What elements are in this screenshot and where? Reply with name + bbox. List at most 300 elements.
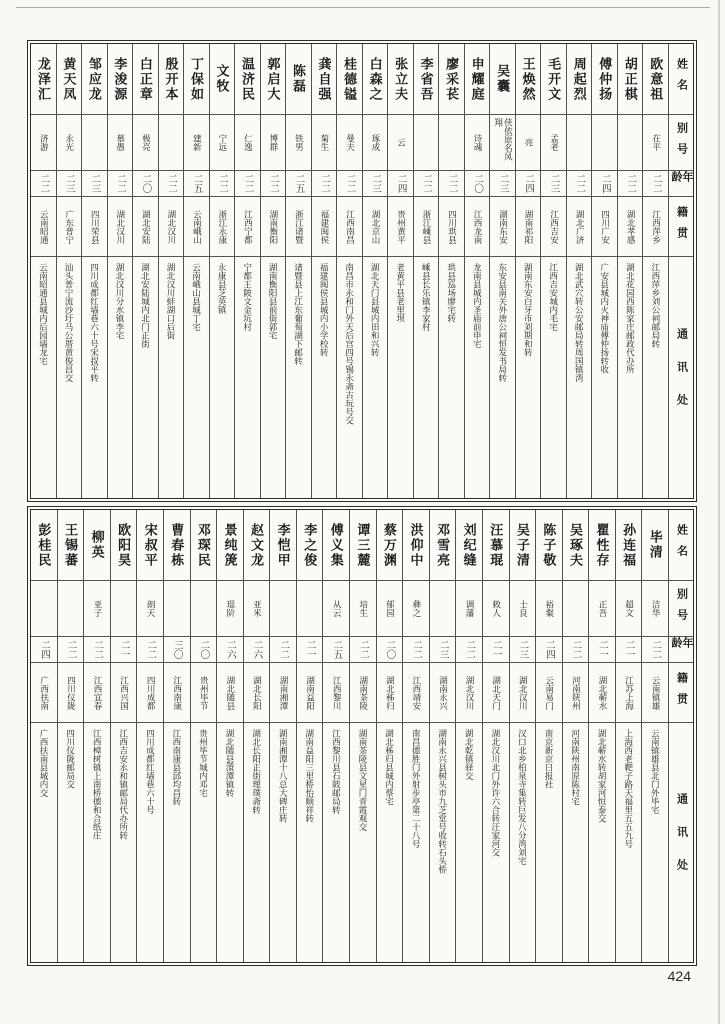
entry-origin-cell (490, 196, 515, 256)
entry-column (592, 44, 618, 498)
entry-name-cell (111, 510, 137, 580)
entry-address: 河南陕州南原陈村宅 (570, 729, 581, 806)
entry-age: 二二 (65, 640, 76, 659)
entry-address: 云南峨山县城丁宅 (191, 263, 202, 331)
entry-name: 欧阳昊 (116, 522, 132, 568)
entry-age-cell (164, 636, 190, 662)
entry-address-cell (31, 722, 57, 962)
row-header-column (669, 510, 693, 962)
entry-alias: 士良 (518, 600, 529, 617)
entry-column (456, 510, 483, 962)
entry-origin: 湖南湘潭 (279, 675, 289, 710)
entry-alias-cell (244, 580, 270, 636)
entry-age: 二二 (114, 174, 125, 193)
entry-address: 湖南益阳三里桥怡顺祥转 (304, 729, 315, 823)
entry-address: 四川成都红墙巷六十号 (145, 729, 156, 814)
entry-age-cell (82, 170, 107, 196)
entry-alias: 永光 (64, 134, 75, 151)
entry-address: 湖北蕲水转胡家河恒泰交 (597, 729, 608, 823)
entry-column (363, 44, 389, 498)
entry-column (377, 510, 404, 962)
entry-age: 二二 (268, 174, 278, 193)
entry-name: 毕清 (647, 530, 663, 560)
entry-alias-cell (563, 580, 589, 636)
entry-name: 陈子敬 (541, 522, 557, 568)
entry-column (403, 510, 430, 962)
entry-address-cell (164, 722, 190, 962)
entry-origin-cell (483, 662, 509, 722)
entry-age: 二一 (623, 640, 634, 659)
entry-alias-cell (286, 114, 311, 170)
entry-name-cell (516, 44, 541, 114)
entry-address: 龙南县城内圣庙前申宅 (472, 263, 483, 348)
entry-age-cell (57, 170, 82, 196)
entry-origin: 四川仪陇 (66, 675, 77, 710)
entry-alias: 调藩 (465, 600, 476, 617)
entry-address: 江西萍乡刘公祠邮局转 (650, 263, 661, 348)
entry-origin-cell (589, 662, 615, 722)
entry-age-cell (490, 170, 515, 196)
entry-age-cell (58, 636, 84, 662)
entry-origin-cell (541, 196, 566, 256)
entry-origin-cell (57, 196, 82, 256)
entry-alias: 博群 (268, 134, 279, 151)
entry-age: 二三 (89, 174, 100, 193)
entry-origin-cell (616, 662, 642, 722)
entry-column (414, 44, 440, 498)
entry-origin: 湖南祁阳 (524, 209, 535, 244)
entry-alias: 朗天 (146, 600, 157, 617)
entry-age: 二三 (370, 174, 381, 193)
entry-age: 二二 (242, 174, 253, 193)
entry-name: 桂德镒 (342, 56, 358, 102)
entry-address-cell (191, 722, 217, 962)
entry-origin-cell (31, 196, 56, 256)
entry-column (510, 510, 537, 962)
entry-origin-cell (642, 662, 668, 722)
entry-alias-cell (184, 114, 209, 170)
entry-name-cell (465, 44, 490, 114)
entry-name: 赵文龙 (249, 522, 265, 568)
row-header-label: 籍贯 (675, 205, 688, 248)
entry-origin: 云南昭通 (39, 209, 50, 244)
entry-alias: 郁园 (385, 600, 396, 617)
entry-alias-cell (108, 114, 133, 170)
entry-age: 二二 (574, 174, 585, 193)
entry-alias-cell (516, 114, 541, 170)
entry-alias: 裕粲 (544, 600, 555, 617)
entry-alias: 建新 (192, 134, 203, 151)
entry-age: 二一 (490, 640, 501, 659)
entry-address-cell (439, 256, 464, 498)
entry-alias: 培生 (358, 600, 369, 617)
entry-alias-cell (337, 114, 362, 170)
row-header-cell (669, 170, 693, 196)
row-header-label: 籍贯 (675, 671, 688, 714)
entry-origin-cell (563, 662, 589, 722)
entry-origin-cell (439, 196, 464, 256)
entry-origin-cell (323, 662, 349, 722)
entry-column (261, 44, 287, 498)
entry-address-cell (159, 256, 184, 498)
entry-address-cell (456, 722, 482, 962)
entry-address-cell (261, 256, 286, 498)
entry-name: 吴子清 (514, 522, 530, 568)
entry-name: 白正章 (137, 56, 153, 102)
entry-address: 四川仪陇邮局交 (65, 729, 76, 789)
entry-age: 二二 (216, 174, 227, 193)
entry-address: 江西吉安永和镇邮局代办所转 (118, 729, 129, 840)
entry-age-cell (270, 636, 296, 662)
entry-age: 二二 (344, 174, 355, 193)
entry-address-cell (31, 256, 56, 498)
entry-name-cell (235, 44, 260, 114)
entry-column (616, 510, 643, 962)
entry-name: 吴琢夫 (567, 522, 583, 568)
entry-origin: 四川成都 (146, 675, 157, 710)
entry-name-cell (261, 44, 286, 114)
entry-name-cell (297, 510, 323, 580)
entry-origin: 湖南茶陵 (358, 675, 369, 710)
entry-name-cell (439, 44, 464, 114)
entry-address-cell (58, 722, 84, 962)
entry-origin-cell (261, 196, 286, 256)
entry-alias-cell (191, 580, 217, 636)
entry-age: 二四 (38, 640, 49, 659)
entry-age: 二一 (118, 640, 129, 659)
entry-age-cell (616, 636, 642, 662)
entry-name: 李浚源 (112, 56, 128, 102)
entry-column (286, 44, 312, 498)
entry-origin: 江西宁都 (243, 209, 254, 244)
entry-origin: 湖北京山 (370, 209, 381, 244)
entry-column (31, 44, 57, 498)
entry-name-cell (363, 44, 388, 114)
entry-column (133, 44, 159, 498)
entry-age-cell (430, 636, 456, 662)
entry-address: 南昌市永和门外天后宫四号锡永斋古玩号交 (344, 263, 355, 425)
entry-origin: 四川珙县 (447, 209, 458, 244)
entry-address-cell (516, 256, 541, 498)
entry-alias-cell (456, 580, 482, 636)
directory-table-upper-grid (30, 43, 694, 499)
entry-origin-cell (82, 196, 107, 256)
entry-column (57, 44, 83, 498)
directory-table-lower (27, 506, 697, 966)
entry-column (210, 44, 236, 498)
entry-origin: 湖南益阳 (305, 675, 316, 710)
entry-address-cell (567, 256, 592, 498)
entry-age-cell (323, 636, 349, 662)
entry-origin: 云南镇雄 (651, 675, 662, 710)
entry-age: 二五 (331, 640, 342, 659)
entry-name: 龚自强 (316, 56, 332, 102)
entry-alias-cell (388, 114, 413, 170)
entry-origin: 江西龙南 (473, 209, 484, 244)
entry-address: 湖北花园西陈家庄邮政代办所 (625, 263, 636, 374)
entry-name: 柳英 (89, 530, 105, 560)
entry-origin-cell (536, 662, 562, 722)
entry-column (217, 510, 244, 962)
entry-age-cell (350, 636, 376, 662)
entry-alias-cell (210, 114, 235, 170)
entry-name-cell (244, 510, 270, 580)
entry-name-cell (414, 44, 439, 114)
entry-name-cell (108, 44, 133, 114)
entry-alias: 亚子 (92, 600, 103, 617)
entry-origin-cell (643, 196, 668, 256)
entry-origin-cell (270, 662, 296, 722)
entry-column (164, 510, 191, 962)
entry-alias: 彝之 (411, 600, 422, 617)
entry-address-cell (363, 256, 388, 498)
entry-alias: 济游 (39, 134, 50, 151)
entry-alias-cell (111, 580, 137, 636)
directory-table-upper (27, 40, 697, 502)
entry-age-cell (642, 636, 668, 662)
entry-alias-cell (510, 580, 536, 636)
entry-age-cell (516, 170, 541, 196)
entry-origin-cell (403, 662, 429, 722)
entry-origin: 江西南昌 (345, 209, 356, 244)
entry-age: 二二 (165, 174, 176, 193)
entry-age: 二六 (251, 640, 262, 659)
entry-alias: 亚米 (252, 600, 263, 617)
entry-name: 黄天凤 (61, 56, 77, 102)
entry-age-cell (377, 636, 403, 662)
entry-age-cell (235, 170, 260, 196)
entry-name-cell (57, 44, 82, 114)
entry-origin: 云南峨山 (192, 209, 203, 244)
entry-column (58, 510, 85, 962)
entry-column (563, 510, 590, 962)
entry-alias-cell (164, 580, 190, 636)
entry-name: 汪慕琨 (488, 522, 504, 568)
entry-address-cell (312, 256, 337, 498)
entry-name-cell (642, 510, 668, 580)
entry-alias-cell (323, 580, 349, 636)
entry-age-cell (403, 636, 429, 662)
entry-address: 湖北长阳正街理璞斋转 (251, 729, 262, 814)
entry-address: 湖南衡阳县前街郭宅 (268, 263, 279, 340)
entry-origin: 广东普宁 (64, 209, 75, 244)
entry-origin: 江西吉安 (549, 209, 560, 244)
entry-origin: 湖北天门 (491, 675, 502, 710)
entry-name: 蔡万渊 (381, 522, 397, 568)
entry-name-cell (541, 44, 566, 114)
entry-address-cell (82, 256, 107, 498)
entry-column (388, 44, 414, 498)
entry-origin: 贵州毕节 (199, 675, 210, 710)
entry-origin-cell (184, 196, 209, 256)
entry-column (235, 44, 261, 498)
entry-address: 湖北安陆城内北门正街 (140, 263, 151, 348)
entry-origin-cell (456, 662, 482, 722)
entry-address: 上海西老靶子路天福里五五九号 (623, 729, 634, 848)
entry-origin-cell (510, 662, 536, 722)
entry-name-cell (337, 44, 362, 114)
entry-address-cell (137, 722, 163, 962)
entry-origin-cell (31, 662, 57, 722)
entry-address: 江西南康县邱均昌转 (171, 729, 182, 806)
entry-address: 湖南永兴县树头市九芝堂号收转石头桥 (437, 729, 448, 874)
entry-origin-cell (58, 662, 84, 722)
entry-address: 东安县南关外唐公祠恒发书局转 (497, 263, 508, 382)
entry-name: 殷开本 (163, 56, 179, 102)
entry-alias: 瑶阶 (225, 600, 236, 617)
row-header-label: 年龄 (670, 637, 693, 658)
entry-name: 傅义集 (328, 522, 344, 568)
entry-name-cell (377, 510, 403, 580)
entry-age-cell (643, 170, 668, 196)
entry-alias: 宁远 (217, 134, 228, 151)
entry-age: 二〇 (472, 174, 483, 193)
entry-address: 湖北随县澴潭镇转 (225, 729, 236, 797)
entry-origin-cell (430, 662, 456, 722)
entry-alias-cell (589, 580, 615, 636)
entry-alias-cell (414, 114, 439, 170)
entry-alias-cell (31, 580, 57, 636)
row-header-cell (669, 722, 693, 962)
entry-name-cell (159, 44, 184, 114)
entry-age: 二二 (319, 174, 330, 193)
entry-age: 二二 (650, 640, 661, 659)
entry-origin: 浙江嵊县 (421, 209, 432, 244)
entry-name: 孙连福 (621, 522, 637, 568)
entry-alias: 铁男 (294, 134, 305, 151)
entry-alias-cell (439, 114, 464, 170)
entry-age-cell (592, 170, 617, 196)
entry-address: 江西樟树镇上南桥德和合纸庄 (92, 729, 103, 840)
entry-name-cell (490, 44, 515, 114)
entry-column (84, 510, 111, 962)
entry-address: 湖北乾镇驿交 (464, 729, 475, 780)
entry-name: 曹春栋 (169, 522, 185, 568)
row-header-label: 姓名 (675, 524, 688, 566)
entry-alias-cell (270, 580, 296, 636)
entry-address: 湖北汉川北门外许六合转汪家河交 (490, 729, 501, 857)
entry-alias: 孟老 (549, 134, 560, 151)
entry-address: 嵊县长乐镇李家村 (421, 263, 432, 331)
entry-name: 王焕然 (520, 56, 536, 102)
row-header-label: 姓名 (675, 58, 688, 100)
entry-address: 湖南茶陵县文星门青霞观交 (357, 729, 368, 831)
entry-origin-cell (337, 196, 362, 256)
entry-name: 王锡蕃 (62, 522, 78, 568)
entry-column (541, 44, 567, 498)
entry-age-cell (191, 636, 217, 662)
entry-age: 二二 (650, 174, 661, 193)
entry-alias-cell (82, 114, 107, 170)
entry-origin-cell (210, 196, 235, 256)
entry-origin: 福建闽侯 (319, 209, 330, 244)
entry-name-cell (184, 44, 209, 114)
entry-origin-cell (363, 196, 388, 256)
entry-name-cell (430, 510, 456, 580)
entry-column (465, 44, 491, 498)
entry-address: 福建闽侯县城内小学校转 (319, 263, 330, 357)
entry-origin: 广西扶南 (39, 675, 50, 710)
entry-address-cell (57, 256, 82, 498)
entry-alias-cell (84, 580, 110, 636)
entry-alias: 极亮 (141, 134, 152, 151)
entry-column (516, 44, 542, 498)
entry-age-cell (312, 170, 337, 196)
entry-alias: 云 (396, 138, 407, 147)
entry-age: 二二 (464, 640, 475, 659)
entry-alias-cell (261, 114, 286, 170)
entry-address-cell (377, 722, 403, 962)
entry-column (483, 510, 510, 962)
entry-address: 珙县巡场廖宅转 (446, 263, 457, 323)
entry-address-cell (286, 256, 311, 498)
entry-age-cell (456, 636, 482, 662)
entry-alias-cell (642, 580, 668, 636)
entry-origin: 湖北汉川 (166, 209, 177, 244)
entry-alias: 琢成 (370, 134, 381, 151)
entry-age: 二三 (63, 174, 74, 193)
entry-age: 二五 (293, 174, 304, 193)
entry-name: 龙泽汇 (35, 56, 51, 102)
entry-origin: 浙江永康 (217, 209, 228, 244)
entry-address: 诸暨县上江东葡萄湖下邮转 (293, 263, 304, 365)
entry-name-cell (133, 44, 158, 114)
entry-address: 四川成都红墙巷六十号宋叔平转 (89, 263, 100, 382)
entry-address-cell (430, 722, 456, 962)
entry-address: 汉口北乡柏泉寺集转巨发八分湾刘宅 (517, 729, 528, 865)
entry-address-cell (323, 722, 349, 962)
entry-age: 二四 (543, 640, 554, 659)
entry-name-cell (388, 44, 413, 114)
entry-age-cell (563, 636, 589, 662)
entry-address-cell (490, 256, 515, 498)
entry-name-cell (567, 44, 592, 114)
entry-alias-cell (312, 114, 337, 170)
entry-name-cell (563, 510, 589, 580)
entry-address-cell (465, 256, 490, 498)
entry-origin: 四川广安 (600, 209, 611, 244)
entry-column (159, 44, 185, 498)
entry-origin-cell (108, 196, 133, 256)
entry-column (323, 510, 350, 962)
entry-age-cell (261, 170, 286, 196)
entry-alias: 侠依原名凤翔 (493, 117, 514, 160)
entry-alias-cell (430, 580, 456, 636)
entry-age: 二五 (191, 174, 202, 193)
entry-alias-cell (592, 114, 617, 170)
directory-table-lower-grid (30, 509, 694, 963)
entry-alias-cell (235, 114, 260, 170)
entry-alias: 菊生 (319, 134, 330, 151)
entry-name: 李之俊 (302, 522, 318, 568)
entry-origin-cell (414, 196, 439, 256)
page-number: 424 (667, 968, 691, 984)
entry-address-cell (108, 256, 133, 498)
entry-origin: 湖北广济 (575, 209, 586, 244)
entry-column (567, 44, 593, 498)
entry-address: 湖南东安白牙市刘期和转 (523, 263, 534, 357)
entry-address-cell (111, 722, 137, 962)
entry-name: 温济民 (239, 56, 255, 102)
entry-address-cell (350, 722, 376, 962)
entry-name-cell (456, 510, 482, 580)
entry-name: 洪仰中 (408, 522, 424, 568)
row-header-cell (669, 196, 693, 256)
entry-origin: 湖北汉川 (115, 209, 126, 244)
entry-address: 江西吉安城内毛宅 (548, 263, 559, 331)
entry-alias: 仁逸 (243, 134, 254, 151)
entry-column (111, 510, 138, 962)
